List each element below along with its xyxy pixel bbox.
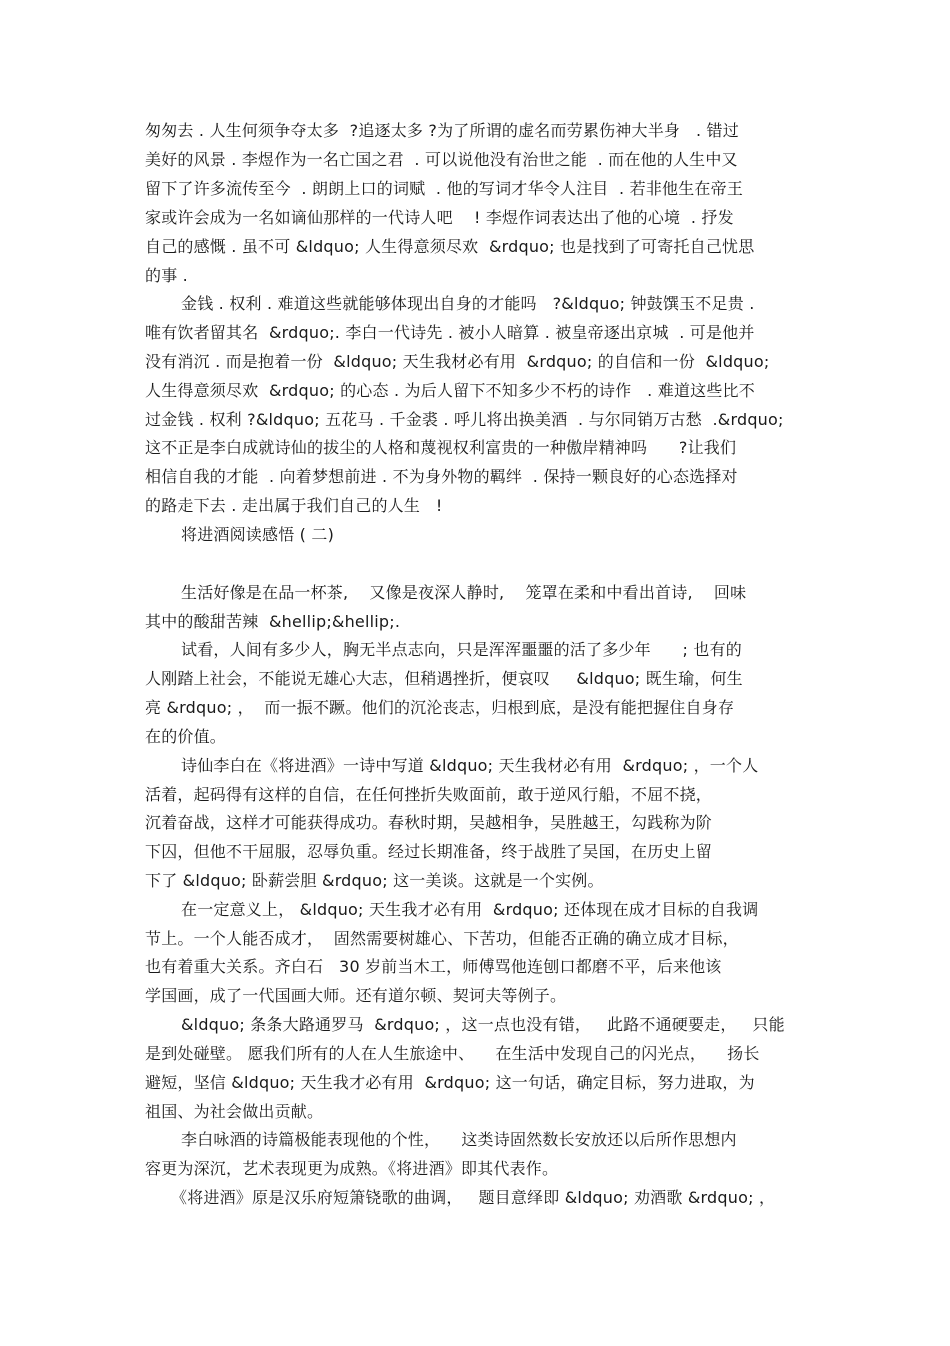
paragraph-start-line: &ldquo; 条条大路通罗马 &rdquo; ，这一点也没有错， 此路不通硬要走， 只能 bbox=[181, 1015, 785, 1034]
text-line: 亮 &rdquo; ， 而一振不蹶。他们的沉沦丧志，归根到底，是没有能把握住自身存 bbox=[145, 698, 735, 717]
text-line: 这不正是李白成就诗仙的拔尘的人格和蔑视权利富贵的一种傲岸精神吗 ?让我们 bbox=[145, 438, 737, 457]
text-line: 没有消沉 . 而是抱着一份 &ldquo; 天生我材必有用 &rdquo; 的自信和一份 &ldquo; bbox=[145, 352, 770, 371]
text-line: 活着，起码得有这样的自信，在任何挫折失败面前，敢于逆风行船，不屈不挠， bbox=[145, 785, 713, 804]
paragraph-start-line: 《将进酒》原是汉乐府短箫铙歌的曲调， 题目意绎即 &ldquo; 劝酒歌 &rdquo; ， bbox=[171, 1188, 776, 1207]
text-line: 相信自我的才能 . 向着梦想前进 . 不为身外物的羁绊 . 保持一颗良好的心态选择对 bbox=[145, 467, 738, 486]
text-line: 在的价值。 bbox=[145, 727, 227, 746]
text-line: 沉着奋战，这样才可能获得成功。春秋时期，吴越相争，吴胜越王，勾践称为阶 bbox=[145, 813, 713, 832]
paragraph-start-line: 在一定意义上， &ldquo; 天生我才必有用 &rdquo; 还体现在成才目标的自我调 bbox=[181, 900, 759, 919]
text-line: 祖国、为社会做出贡献。 bbox=[145, 1102, 324, 1121]
text-line: 的路走下去 . 走出属于我们自己的人生 ! bbox=[145, 496, 443, 515]
text-line: 自己的感慨 . 虽不可 &ldquo; 人生得意须尽欢 &rdquo; 也是找到了可寄托自己忧思 bbox=[145, 237, 755, 256]
paragraph-start-line: 生活好像是在品一杯茶, 又像是夜深人静时, 笼罩在柔和中看出首诗, 回味 bbox=[181, 583, 747, 602]
text-line: 家或许会成为一名如谪仙那样的一代诗人吧 ! 李煜作词表达出了他的心境 . 抒发 bbox=[145, 208, 734, 227]
text-line: 容更为深沉，艺术表现更为成熟。《将进酒》即其代表作。 bbox=[145, 1159, 559, 1178]
text-line: 唯有饮者留其名 &rdquo;. 李白一代诗先 . 被小人暗算 . 被皇帝逐出京城 . 可是他并 bbox=[145, 323, 755, 342]
paragraph-start-line: 李白咏酒的诗篇极能表现他的个性， 这类诗固然数长安放还以后所作思想内 bbox=[181, 1130, 737, 1149]
paragraph-start-line: 试看，人间有多少人，胸无半点志向，只是浑浑噩噩的活了多少年 ; 也有的 bbox=[181, 640, 742, 659]
text-line: 下了 &ldquo; 卧薪尝胆 &rdquo; 这一美谈。这就是一个实例。 bbox=[145, 871, 604, 890]
text-line: 美好的风景 . 李煜作为一名亡国之君 . 可以说他没有治世之能 . 而在他的人生中又 bbox=[145, 150, 738, 169]
text-line: 匆匆去 . 人生何须争夺太多 ?追逐太多 ?为了所谓的虚名而劳累伤神大半身 . 错过 bbox=[145, 121, 739, 140]
paragraph-start-line: 诗仙李白在《将进酒》一诗中写道 &ldquo; 天生我材必有用 &rdquo; ，一个人 bbox=[181, 756, 759, 775]
text-line: 其中的酸甜苦辣 &hellip;&hellip;. bbox=[145, 612, 401, 631]
text-line: 下囚，但他不干屈服，忍辱负重。经过长期准备，终于战胜了吴国，在历史上留 bbox=[145, 842, 713, 861]
text-line: 过金钱 . 权利 ?&ldquo; 五花马 . 千金裘 . 呼儿将出换美酒 . 与尔同销万古愁 .&rdquo; bbox=[145, 410, 784, 429]
section-heading: 将进酒阅读感悟 ( 二) bbox=[181, 525, 335, 544]
text-line: 的事 . bbox=[145, 266, 188, 285]
text-line: 避短，坚信 &ldquo; 天生我才必有用 &rdquo; 这一句话，确定目标，努力进取，为 bbox=[145, 1073, 755, 1092]
text-line: 人刚踏上社会，不能说无雄心大志，但稍遇挫折，便哀叹 &ldquo; 既生瑜，何生 bbox=[145, 669, 743, 688]
text-line: 是到处碰壁。 愿我们所有的人在人生旅途中、 在生活中发现自己的闪光点， 扬长 bbox=[145, 1044, 760, 1063]
text-line: 留下了许多流传至今 . 朗朗上口的词赋 . 他的写词才华令人注目 . 若非他生在帝王 bbox=[145, 179, 744, 198]
text-line: 学国画，成了一代国画大师。还有道尔顿、契诃夫等例子。 bbox=[145, 986, 567, 1005]
text-line: 人生得意须尽欢 &rdquo; 的心态 . 为后人留下不知多少不朽的诗作 . 难道这些比不 bbox=[145, 381, 755, 400]
paragraph-start-line: 金钱 . 权利 . 难道这些就能够体现出自身的才能吗 ?&ldquo; 钟鼓馔玉不足贵 . bbox=[181, 294, 755, 313]
text-line: 也有着重大关系。齐白石 30 岁前当木工，师傅骂他连刨口都磨不平，后来他该 bbox=[145, 957, 722, 976]
text-line: 节上。一个人能否成才， 固然需要树雄心、下苦功，但能否正确的确立成才目标， bbox=[145, 929, 739, 948]
